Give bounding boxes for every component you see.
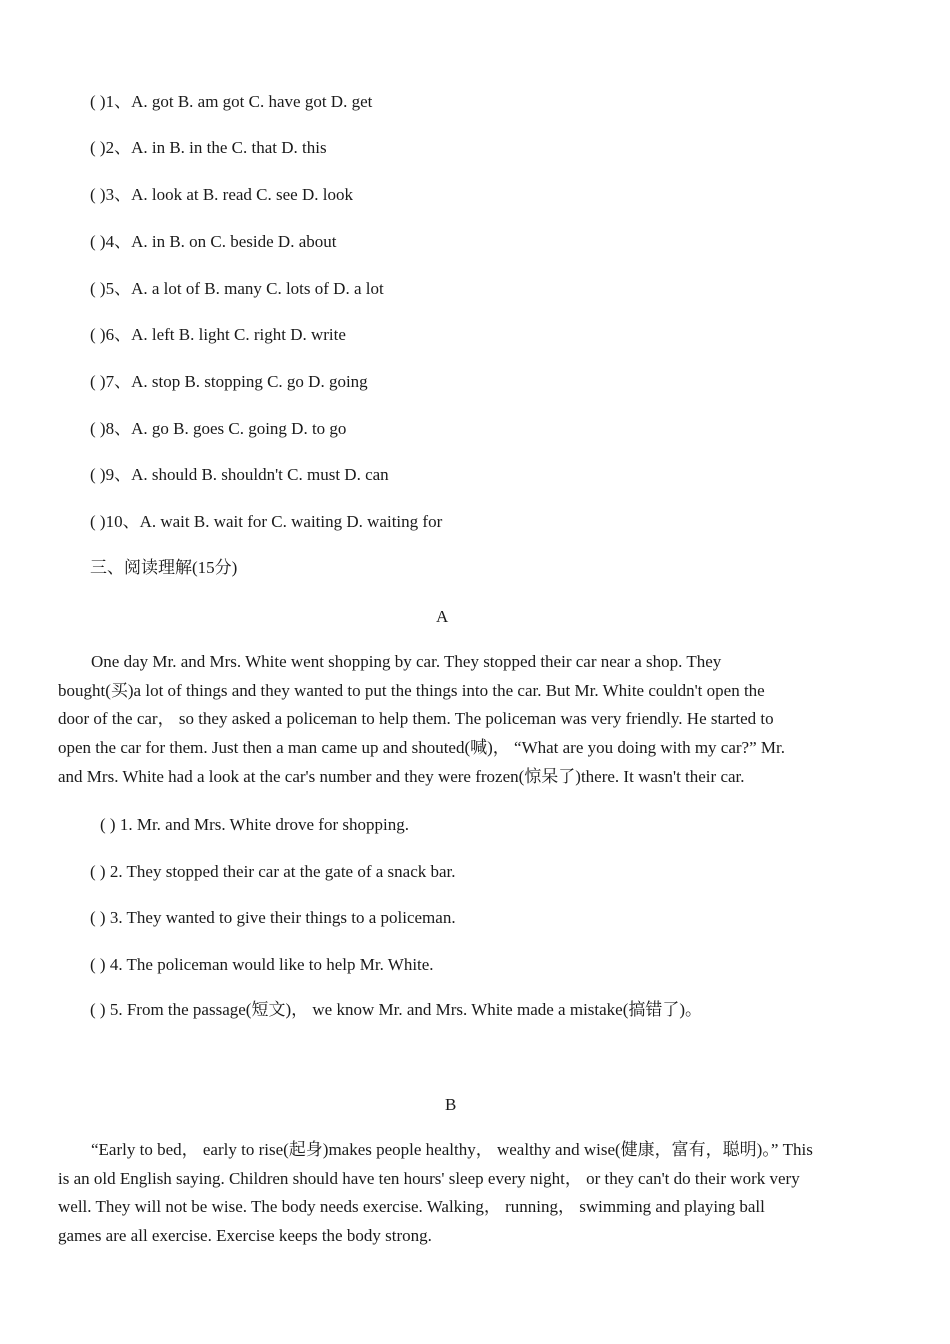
cloze-item-text: 8、A. go B. goes C. going D. to go bbox=[105, 419, 347, 438]
tf-question bbox=[90, 955, 434, 975]
passage-line: door of the car， so they asked a policeman to help them. The policeman was very friendly. He started to bbox=[58, 709, 774, 729]
cloze-item bbox=[90, 465, 389, 485]
cloze-item bbox=[90, 372, 368, 392]
answer-blank[interactable]: ( ) bbox=[90, 279, 106, 298]
answer-blank[interactable]: ( ) bbox=[90, 232, 106, 251]
passage-line: and Mrs. White had a look at the car's number and they were frozen(惊呆了)there. It wasn't their car. bbox=[58, 766, 745, 786]
cloze-item-text: 7、A. stop B. stopping C. go D. going bbox=[105, 372, 368, 391]
answer-blank[interactable]: ( ) bbox=[90, 92, 106, 111]
cloze-item bbox=[90, 185, 353, 205]
cloze-item bbox=[90, 138, 327, 158]
cloze-item bbox=[90, 512, 442, 532]
tf-question bbox=[100, 815, 409, 835]
section-title: 三、阅读理解(15分) bbox=[90, 558, 238, 577]
answer-blank[interactable]: ( ) bbox=[90, 325, 106, 344]
answer-blank[interactable]: ( ) bbox=[90, 185, 106, 204]
question-text: 5. From the passage(短文)， we know Mr. and Mrs. White made a mistake(搞错了)。 bbox=[109, 1000, 703, 1019]
passage-line: open the car for them. Just then a man came up and shouted(喊)， “What are you doing with my car?” Mr. bbox=[58, 738, 785, 758]
answer-blank[interactable]: ( ) bbox=[90, 419, 106, 438]
answer-blank[interactable]: ( ) bbox=[90, 138, 106, 157]
cloze-item-text: 4、A. in B. on C. beside D. about bbox=[105, 232, 337, 251]
answer-blank[interactable]: ( ) bbox=[90, 372, 106, 391]
cloze-item-text: 1、A. got B. am got C. have got D. get bbox=[105, 92, 373, 111]
answer-blank[interactable]: ( ) bbox=[90, 465, 106, 484]
passage-line: is an old English saying. Children should have ten hours' sleep every night， or they can't do their work very bbox=[58, 1168, 800, 1188]
tf-question bbox=[90, 862, 456, 882]
cloze-item-text: 5、A. a lot of B. many C. lots of D. a lot bbox=[105, 279, 384, 298]
answer-blank[interactable]: ( ) bbox=[90, 1000, 106, 1019]
passage-line: “Early to bed， early to rise(起身)makes people healthy， wealthy and wise(健康，富有，聪明)。” This bbox=[91, 1140, 813, 1159]
passage-a-text bbox=[58, 648, 898, 792]
passage-line: well. They will not be wise. The body needs exercise. Walking， running， swimming and playing ball bbox=[58, 1197, 765, 1217]
cloze-item bbox=[90, 279, 384, 299]
cloze-item-text: 10、A. wait B. wait for C. waiting D. waiting for bbox=[105, 512, 443, 531]
answer-blank[interactable]: ( ) bbox=[90, 862, 106, 881]
passage-b-label: B bbox=[445, 1095, 457, 1114]
cloze-item bbox=[90, 325, 346, 345]
question-text: 1. Mr. and Mrs. White drove for shopping. bbox=[119, 815, 409, 834]
answer-blank[interactable]: ( ) bbox=[90, 908, 106, 927]
answer-blank[interactable]: ( ) bbox=[90, 512, 106, 531]
cloze-item bbox=[90, 92, 372, 112]
question-text: 2. They stopped their car at the gate of a snack bar. bbox=[109, 862, 456, 881]
cloze-item-text: 3、A. look at B. read C. see D. look bbox=[105, 185, 353, 204]
question-text: 3. They wanted to give their things to a policeman. bbox=[109, 908, 456, 927]
cloze-item-text: 2、A. in B. in the C. that D. this bbox=[105, 138, 327, 157]
answer-blank[interactable]: ( ) bbox=[90, 955, 106, 974]
passage-line: bought(买)a lot of things and they wanted to put the things into the car. But Mr. White couldn't open the bbox=[58, 680, 765, 700]
tf-question bbox=[90, 1000, 702, 1020]
passage-line: games are all exercise. Exercise keeps the body strong. bbox=[58, 1226, 432, 1246]
cloze-item-text: 9、A. should B. shouldn't C. must D. can bbox=[105, 465, 389, 484]
tf-question bbox=[90, 908, 456, 928]
answer-blank[interactable]: ( ) bbox=[100, 815, 116, 834]
cloze-item bbox=[90, 232, 336, 252]
passage-line: One day Mr. and Mrs. White went shopping by car. They stopped their car near a shop. They bbox=[91, 652, 722, 671]
passage-b-text bbox=[58, 1136, 898, 1251]
question-text: 4. The policeman would like to help Mr. White. bbox=[109, 955, 434, 974]
cloze-item bbox=[90, 419, 346, 439]
cloze-item-text: 6、A. left B. light C. right D. write bbox=[105, 325, 346, 344]
passage-a-label: A bbox=[436, 607, 449, 626]
